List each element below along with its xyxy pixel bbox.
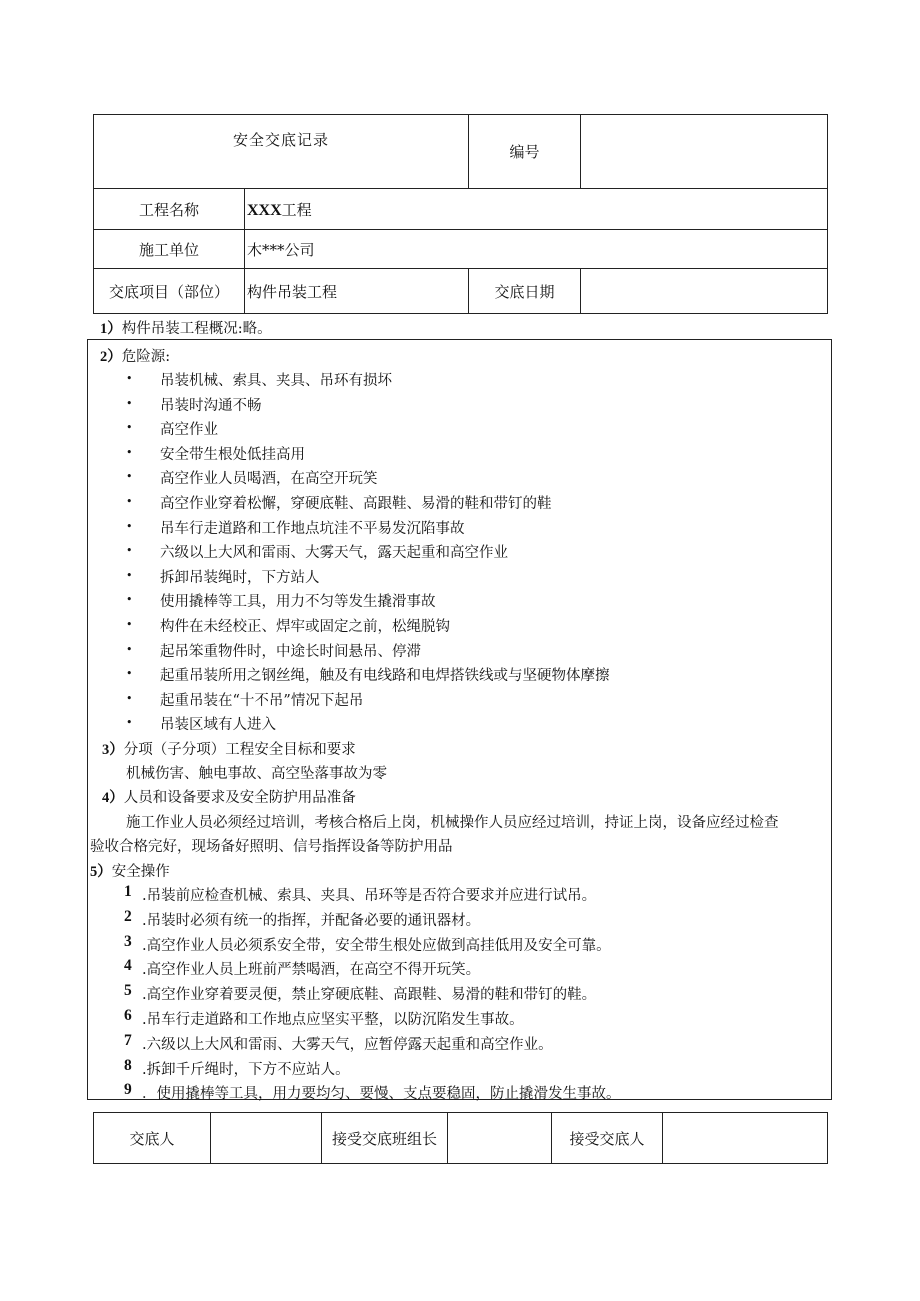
- step-text: .高空作业人员上班前严禁喝酒，在高空不得开玩笑。: [142, 962, 481, 979]
- item-value[interactable]: 构件吊装工程: [245, 269, 469, 314]
- step-text: ．使用撬棒等工具，用力要均匀、要慢、支点要稳固，防止撬滑发生事故。: [142, 1086, 621, 1103]
- project-name-label: 工程名称: [94, 189, 245, 230]
- receiver-label: 接受交底人: [552, 1113, 663, 1164]
- bullet-icon: •: [126, 396, 133, 410]
- briefer-label: 交底人: [94, 1113, 211, 1164]
- hazard-item: 起重吊装在“十不吊”情况下起吊: [160, 692, 364, 709]
- section-requirements-heading: [102, 786, 356, 807]
- section-goals-heading: [102, 738, 356, 759]
- receiver-value[interactable]: [663, 1113, 828, 1164]
- hazard-item: 使用撬棒等工具，用力不匀等发生撬滑事故: [160, 594, 436, 611]
- header-table: [93, 114, 828, 314]
- step-number: 2: [124, 907, 132, 925]
- step-number: 9: [124, 1081, 132, 1099]
- section-number: 2）: [100, 349, 122, 365]
- step-number: 1: [124, 883, 132, 900]
- step-number: 3: [124, 932, 132, 950]
- section-requirements-line2: 验收合格完好，现场备好照明、信号指挥设备等防护用品: [90, 839, 453, 855]
- step-text: .拆卸千斤绳时，下方不应站人。: [142, 1061, 350, 1078]
- step-text: .吊装时必须有统一的指挥，并配备必要的通讯器材。: [142, 912, 481, 929]
- step-number: 7: [124, 1031, 132, 1049]
- section-text: 构件吊装工程概况:略。: [121, 321, 272, 337]
- hazard-item: 吊车行走道路和工作地点坑洼不平易发沉陷事故: [160, 520, 465, 537]
- date-value[interactable]: [581, 269, 828, 314]
- bullet-icon: •: [126, 716, 133, 730]
- unit-value[interactable]: 木***公司: [245, 230, 828, 269]
- number-value[interactable]: [581, 115, 828, 189]
- hazard-item: 起吊笨重物件时，中途长时间悬吊、停滞: [160, 643, 421, 660]
- content-box: [87, 339, 832, 1103]
- number-label: 编号: [469, 115, 581, 189]
- section-title: 安全操作: [111, 864, 170, 880]
- hazard-item: 吊装区域有人进入: [160, 717, 276, 734]
- section-hazards-heading: [100, 345, 170, 366]
- section-operations-heading: [90, 860, 170, 881]
- hazard-item: 六级以上大风和雷雨、大雾天气，露天起重和高空作业: [160, 545, 508, 562]
- step-text: .吊车行走道路和工作地点应坚实平整，以防沉陷发生事故。: [142, 1012, 524, 1028]
- section-number: 4）: [102, 790, 124, 806]
- bullet-icon: •: [126, 667, 133, 681]
- section-number: 3）: [102, 742, 124, 758]
- hazard-item: 构件在未经校正、焊牢或固定之前，松绳脱钩: [160, 619, 450, 635]
- bullet-icon: •: [126, 544, 133, 558]
- section-requirements-line1: 施工作业人员必须经过培训，考核合格后上岗，机械操作人员应经过培训，持证上岗，设备应经过检查: [126, 815, 779, 831]
- hazard-item: 安全带生根处低挂高用: [160, 446, 305, 463]
- step-number: 8: [124, 1056, 132, 1074]
- bullet-icon: •: [126, 519, 133, 533]
- signature-table: [93, 1112, 828, 1164]
- project-name-rest: 工程: [281, 200, 312, 219]
- step-number: 6: [124, 1007, 132, 1024]
- bullet-icon: •: [126, 495, 133, 508]
- hazard-item: 高空作业: [160, 422, 218, 439]
- bullet-icon: •: [126, 593, 133, 607]
- hazard-item: 起重吊装所用之钢丝绳，触及有电线路和电焊搭铁线或与坚硬物体摩擦: [160, 668, 610, 685]
- hazard-item: 高空作业穿着松懈，穿硬底鞋、高跟鞋、易滑的鞋和带钉的鞋: [160, 496, 552, 512]
- team-leader-label: 接受交底班组长: [322, 1113, 448, 1164]
- briefer-value[interactable]: [211, 1113, 322, 1164]
- hazard-item: 高空作业人员喝酒，在高空开玩笑: [160, 471, 378, 488]
- section-title: 危险源:: [121, 349, 171, 365]
- unit-label: 施工单位: [94, 230, 245, 269]
- section-title: 人员和设备要求及安全防护用品准备: [123, 790, 356, 806]
- section-title: 分项（子分项）工程安全目标和要求: [123, 742, 356, 758]
- step-text: .六级以上大风和雷雨、大雾天气，应暂停露天起重和高空作业。: [142, 1036, 553, 1053]
- section-number: 1）: [100, 321, 122, 337]
- step-text: .吊装前应检查机械、索具、夹具、吊环等是否符合要求并应进行试吊。: [142, 888, 597, 904]
- project-name-value[interactable]: [245, 189, 828, 230]
- hazard-item: 吊装时沟通不畅: [160, 397, 262, 414]
- bullet-icon: •: [126, 618, 133, 631]
- step-text: .高空作业穿着要灵便，禁止穿硬底鞋、高跟鞋、易滑的鞋和带钉的鞋。: [142, 987, 597, 1004]
- step-number: 5: [124, 982, 132, 1000]
- bullet-icon: •: [126, 568, 133, 582]
- step-number: 4: [124, 957, 132, 975]
- bullet-icon: •: [126, 470, 133, 484]
- team-leader-value[interactable]: [448, 1113, 552, 1164]
- section-overview: [100, 317, 272, 338]
- bullet-icon: •: [126, 691, 133, 705]
- document-title: 安全交底记录: [94, 115, 469, 189]
- item-label: 交底项目（部位）: [94, 269, 245, 314]
- bullet-icon: •: [126, 445, 133, 459]
- section-number: 5）: [90, 864, 112, 880]
- hazard-item: 拆卸吊装绳时，下方站人: [160, 569, 320, 586]
- hazard-item: 吊装机械、索具、夹具、吊环有损坏: [160, 373, 392, 389]
- bullet-icon: •: [126, 372, 133, 385]
- project-name-bold: XXX: [247, 201, 282, 219]
- bullet-icon: •: [126, 421, 133, 435]
- step-text: .高空作业人员必须系安全带，安全带生根处应做到高挂低用及安全可靠。: [142, 937, 611, 954]
- section-goals-text: 机械伤害、触电事故、高空坠落事故为零: [126, 766, 387, 782]
- bullet-icon: •: [126, 642, 133, 656]
- date-label: 交底日期: [469, 269, 581, 314]
